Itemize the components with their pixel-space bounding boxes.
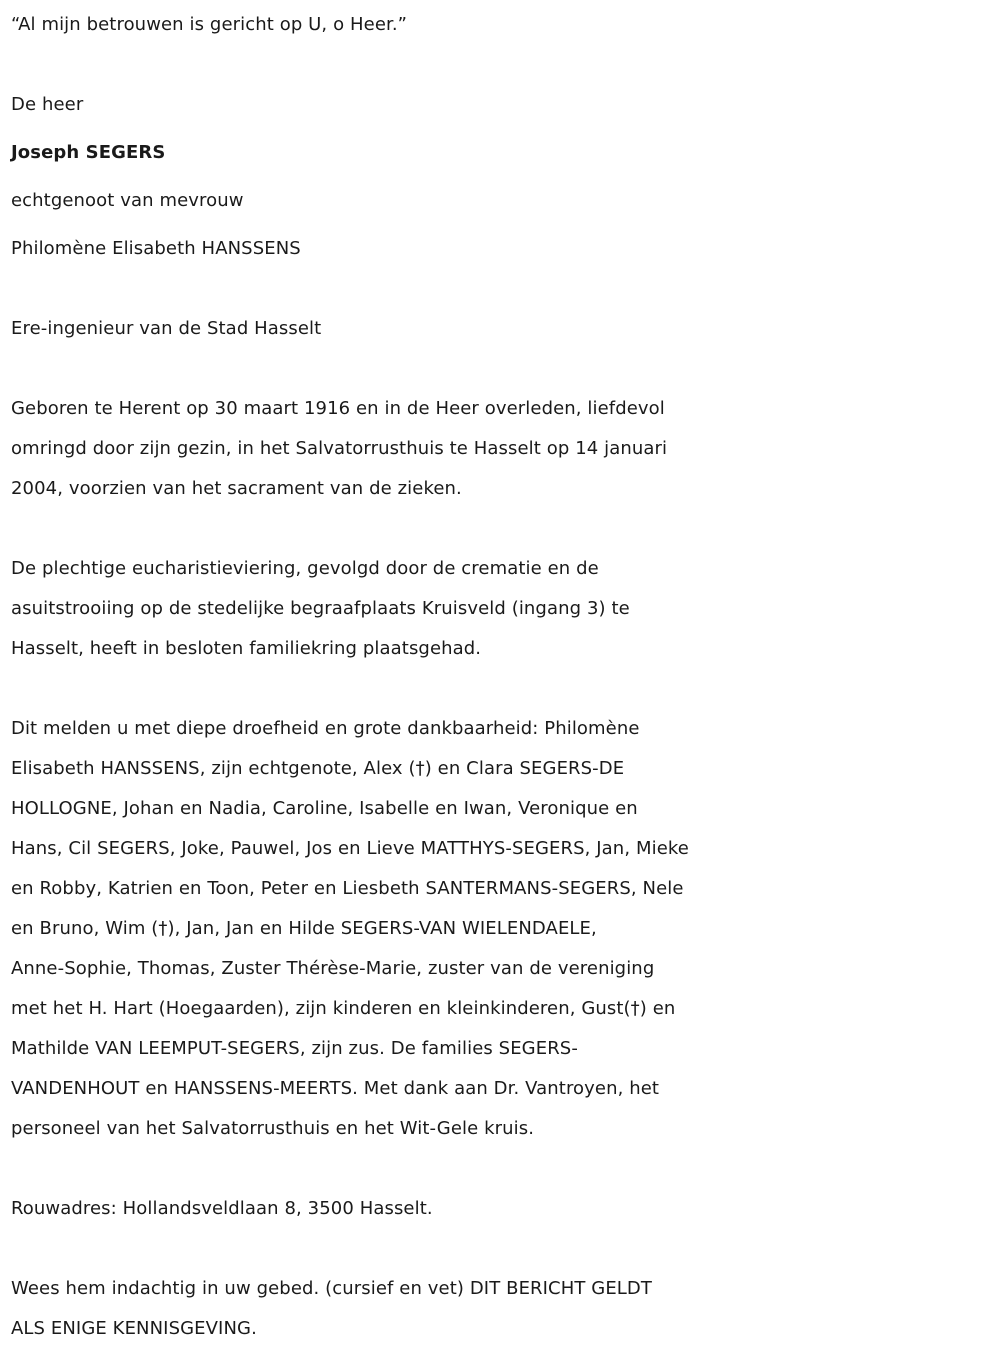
address-block [11, 1189, 993, 1229]
title-block [11, 309, 993, 349]
family-paragraph [11, 709, 993, 1149]
family-line: en Robby, Katrien en Toon, Peter en Liesbeth SANTERMANS-SEGERS, Nele [11, 878, 684, 899]
family-line: VANDENHOUT en HANSSENS-MEERTS. Met dank aan Dr. Vantroyen, het [11, 1078, 660, 1099]
deceased-name: Joseph SEGERS [11, 142, 166, 163]
family-line: Anne-Sophie, Thomas, Zuster Thérèse-Marie, zuster van de vereniging [11, 958, 655, 979]
professional-title: Ere-ingenieur van de Stad Hasselt [11, 318, 322, 339]
spouse-intro: echtgenoot van mevrouw [11, 190, 244, 211]
closing-line: Wees hem indachtig in uw gebed. (cursief en vet) DIT BERICHT GELDT [11, 1278, 652, 1299]
family-line: met het H. Hart (Hoegaarden), zijn kinderen en kleinkinderen, Gust(†) en [11, 998, 676, 1019]
opening-quote: “Al mijn betrouwen is gericht op U, o Heer.” [11, 14, 408, 35]
name-block [11, 133, 993, 173]
quote-block [11, 5, 993, 45]
closing-paragraph [11, 1269, 993, 1349]
closing-line: ALS ENIGE KENNISGEVING. [11, 1318, 257, 1339]
ceremony-line: Hasselt, heeft in besloten familiekring plaatsgehad. [11, 638, 482, 659]
spouse-name: Philomène Elisabeth HANSSENS [11, 238, 301, 259]
family-line: Mathilde VAN LEEMPUT-SEGERS, zijn zus. De families SEGERS- [11, 1038, 578, 1059]
mourning-address: Rouwadres: Hollandsveldlaan 8, 3500 Hasselt. [11, 1198, 433, 1219]
spouse-name-block [11, 229, 993, 269]
ceremony-paragraph [11, 549, 993, 669]
family-line: Dit melden u met diepe droefheid en grote dankbaarheid: Philomène [11, 718, 640, 739]
birth-death-line: 2004, voorzien van het sacrament van de zieken. [11, 478, 462, 499]
family-line: HOLLOGNE, Johan en Nadia, Caroline, Isabelle en Iwan, Veronique en [11, 798, 638, 819]
birth-death-paragraph [11, 389, 993, 509]
salutation-block [11, 85, 993, 125]
ceremony-line: asuitstrooiing op de stedelijke begraafplaats Kruisveld (ingang 3) te [11, 598, 630, 619]
birth-death-line: Geboren te Herent op 30 maart 1916 en in de Heer overleden, liefdevol [11, 398, 665, 419]
salutation: De heer [11, 94, 84, 115]
birth-death-line: omringd door zijn gezin, in het Salvatorrusthuis te Hasselt op 14 januari [11, 438, 668, 459]
spouse-intro-block [11, 181, 993, 221]
ceremony-line: De plechtige eucharistieviering, gevolgd door de crematie en de [11, 558, 599, 579]
family-line: en Bruno, Wim (†), Jan, Jan en Hilde SEGERS-VAN WIELENDAELE, [11, 918, 597, 939]
family-line: Hans, Cil SEGERS, Joke, Pauwel, Jos en Lieve MATTHYS-SEGERS, Jan, Mieke [11, 838, 689, 859]
family-line: Elisabeth HANSSENS, zijn echtgenote, Alex (†) en Clara SEGERS-DE [11, 758, 625, 779]
family-line: personeel van het Salvatorrusthuis en het Wit-Gele kruis. [11, 1118, 535, 1139]
